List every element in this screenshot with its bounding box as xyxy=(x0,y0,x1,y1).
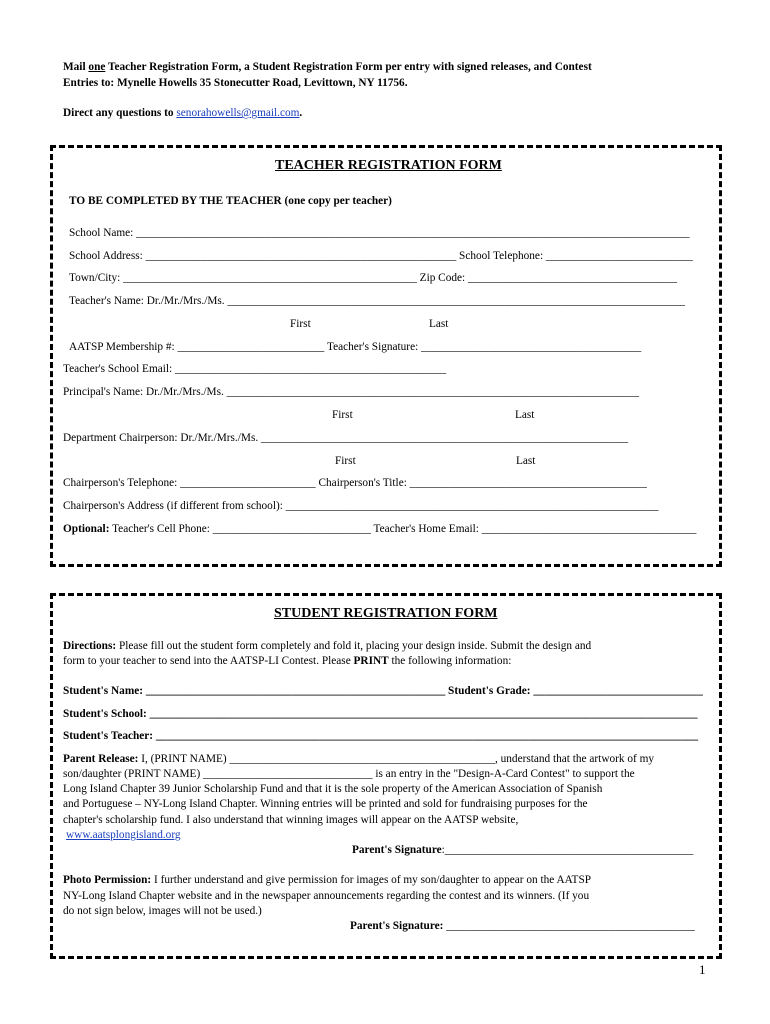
student-form-title: STUDENT REGISTRATION FORM xyxy=(274,606,498,621)
chairperson-address-field[interactable]: Chairperson's Address (if different from school): __________________________________________________________________ xyxy=(63,500,659,512)
website-link[interactable]: www.aatsplongisland.org xyxy=(66,829,181,841)
last-label: Last xyxy=(516,455,536,467)
teacher-name-field[interactable]: Teacher's Name: Dr./Mr./Mrs./Ms. _________________________________________________________________________________ xyxy=(69,295,685,307)
first-label: First xyxy=(290,318,311,330)
department-chairperson-field[interactable]: Department Chairperson: Dr./Mr./Mrs./Ms. _________________________________________________________________ xyxy=(63,432,629,444)
photo-permission-line-3: do not sign below, images will not be used.) xyxy=(63,905,262,917)
principal-name-field[interactable]: Principal's Name: Dr./Mr./Mrs./Ms. _________________________________________________________________________ xyxy=(63,386,639,398)
student-school-field[interactable]: Student's School: _________________________________________________________________________________________________ xyxy=(63,708,698,720)
student-teacher-field[interactable]: Student's Teacher: ________________________________________________________________________________________________ xyxy=(63,730,699,742)
directions-line-1: Directions: Please fill out the student form completely and fold it, placing your design inside. Submit the design and xyxy=(63,640,592,652)
email-link[interactable]: senorahowells@gmail.com xyxy=(176,107,300,119)
chairperson-telephone-field[interactable]: Chairperson's Telephone: ________________________ Chairperson's Title: __________________________________________ xyxy=(63,477,647,489)
optional-contact-field[interactable]: Optional: Teacher's Cell Phone: ____________________________ Teacher's Home Email: ______________________________________ xyxy=(63,523,697,535)
parent-release-line-2[interactable]: son/daughter (PRINT NAME) ______________________________ is an entry in the "Design-A-Card Contest" to support the xyxy=(63,768,635,780)
first-label: First xyxy=(332,409,353,421)
student-name-field[interactable]: Student's Name: _____________________________________________________ Student's Grade: ______________________________ xyxy=(63,685,703,697)
parent-signature-field[interactable]: Parent's Signature:____________________________________________ xyxy=(352,844,694,856)
parent-release-line-5: chapter's scholarship fund. I also understand that winning images will appear on the AATSP website, xyxy=(63,814,519,826)
school-address-field[interactable]: School Address: _______________________________________________________ School Telephone: __________________________ xyxy=(69,250,693,262)
intro-line-1: Mail one Teacher Registration Form, a Student Registration Form per entry with signed releases, and Contest xyxy=(63,61,592,73)
photo-permission-line-1: Photo Permission: I further understand and give permission for images of my son/daughter to appear on the AATSP xyxy=(63,874,592,886)
parent-release-line-3: Long Island Chapter 39 Junior Scholarship Fund and that it is the sole property of the American Association of Spanish xyxy=(63,783,603,795)
first-label: First xyxy=(335,455,356,467)
questions-line: Direct any questions to senorahowells@gmail.com. xyxy=(63,107,303,119)
teacher-form-title: TEACHER REGISTRATION FORM xyxy=(275,158,502,173)
aatsp-membership-field[interactable]: AATSP Membership #: __________________________ Teacher's Signature: _______________________________________ xyxy=(69,341,642,353)
last-label: Last xyxy=(429,318,449,330)
school-name-field[interactable]: School Name: __________________________________________________________________________________________________ xyxy=(69,227,690,239)
teacher-form-subtitle: TO BE COMPLETED BY THE TEACHER (one copy per teacher) xyxy=(69,195,392,207)
photo-permission-line-2: NY-Long Island Chapter website and in the newspaper announcements regarding the contest and its winners. (If you xyxy=(63,890,590,902)
page-number: 1 xyxy=(699,962,706,977)
one-emphasis: one xyxy=(88,61,106,73)
parent-release-line-4: and Portuguese – NY-Long Island Chapter. Winning entries will be printed and sold for fundraising purposes for the xyxy=(63,798,588,810)
parent-signature-2-field[interactable]: Parent's Signature: ____________________________________________ xyxy=(350,920,695,932)
town-city-field[interactable]: Town/City: ____________________________________________________ Zip Code: _____________________________________ xyxy=(69,272,677,284)
directions-line-2: form to your teacher to send into the AATSP-LI Contest. Please PRINT the following information: xyxy=(63,655,512,667)
teacher-school-email-field[interactable]: Teacher's School Email: ________________________________________________ xyxy=(63,363,447,375)
intro-line-2: Entries to: Mynelle Howells 35 Stonecutter Road, Levittown, NY 11756. xyxy=(63,77,408,89)
last-label: Last xyxy=(515,409,535,421)
parent-release-line-1[interactable]: Parent Release: I, (PRINT NAME) _______________________________________________, understand that the artwork of my xyxy=(63,753,655,765)
